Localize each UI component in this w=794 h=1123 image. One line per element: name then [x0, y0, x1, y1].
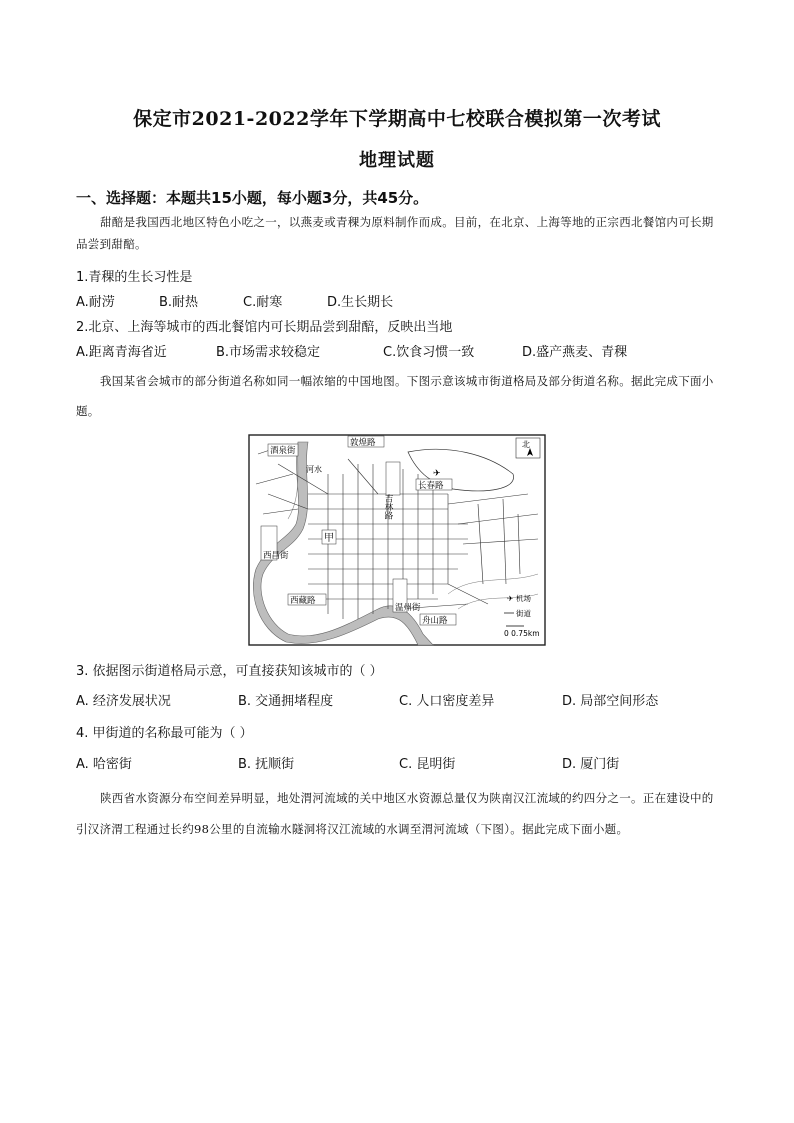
legend-scale: 0 0.75km	[504, 629, 540, 638]
section-heading: 一、选择题：本题共15小题，每小题3分，共45分。	[76, 189, 429, 207]
passage-water-transfer: 陕西省水资源分布空间差异明显，地处渭河流域的关中地区水资源总量仅为陕南汉江流域的约四分之一。正在建设中的引汉济渭工程通过长约98公里的自流输水隧洞将汉江流域的水调至渭河流域（下图）。据此完成下面小题。	[76, 791, 714, 836]
exam-title: 保定市2021-2022学年下学期高中七校联合模拟第一次考试	[133, 108, 661, 130]
q3-option-d: D. 局部空间形态	[562, 694, 659, 709]
street-map-figure	[248, 434, 546, 646]
q4-option-d: D. 厦门街	[562, 757, 620, 772]
q2-option-d: D.盛产燕麦、青稞	[522, 345, 628, 360]
exam-subtitle: 地理试题	[359, 150, 435, 171]
q1-option-d: D.生长期长	[327, 295, 394, 310]
q3-option-a: A. 经济发展状况	[76, 694, 171, 709]
question-3-stem: 3. 依据图示街道格局示意，可直接获知该城市的（ ）	[76, 664, 383, 679]
airport-icon: ✈	[433, 469, 441, 479]
question-2-stem: 2.北京、上海等城市的西北餐馆内可长期品尝到甜醅，反映出当地	[76, 320, 453, 335]
airport-legend-icon: ✈	[507, 594, 514, 603]
street-label-dunhuang: 敦煌路	[350, 438, 376, 448]
question-1-stem: 1.青稞的生长习性是	[76, 270, 193, 285]
street-label-wenzhou: 温州街	[395, 603, 421, 613]
street-label-xichang: 西昌街	[263, 551, 289, 561]
street-label-jia: 甲	[324, 533, 334, 544]
street-label-xizang: 西藏路	[290, 596, 316, 606]
passage-street-names: 我国某省会城市的部分街道名称如同一幅浓缩的中国地图。下图示意该城市街道格局及部分街道名称。据此完成下面小题。	[76, 374, 714, 418]
q2-option-c: C.饮食习惯一致	[383, 345, 475, 360]
street-label-jilin: 吉林路	[383, 494, 393, 520]
street-label-jiuquan: 酒泉街	[270, 446, 296, 456]
passage-tianpei: 甜醅是我国西北地区特色小吃之一，以燕麦或青稞为原料制作而成。目前，在北京、上海等地的正宗西北餐馆内可长期品尝到甜醅。	[76, 215, 714, 251]
q2-option-a: A.距离青海省近	[76, 345, 167, 360]
legend-street: 街道	[516, 609, 531, 618]
street-label-changchun: 长春路	[418, 481, 444, 491]
q4-option-a: A. 哈密街	[76, 757, 132, 772]
question-4-stem: 4. 甲街道的名称最可能为（ ）	[76, 726, 253, 741]
north-label: 北	[522, 440, 530, 449]
street-label-zhoushan: 舟山路	[422, 616, 448, 626]
q4-option-b: B. 抚顺街	[238, 757, 295, 772]
q2-option-b: B.市场需求较稳定	[216, 345, 321, 360]
q1-option-c: C.耐寒	[243, 295, 283, 310]
river-label: 河水	[306, 465, 322, 474]
q3-option-c: C. 人口密度差异	[399, 694, 495, 709]
q1-option-b: B.耐热	[159, 295, 199, 310]
q4-option-c: C. 昆明街	[399, 757, 456, 772]
q3-option-b: B. 交通拥堵程度	[238, 694, 334, 709]
legend-airport: 机场	[516, 594, 531, 603]
q1-option-a: A.耐涝	[76, 295, 115, 310]
